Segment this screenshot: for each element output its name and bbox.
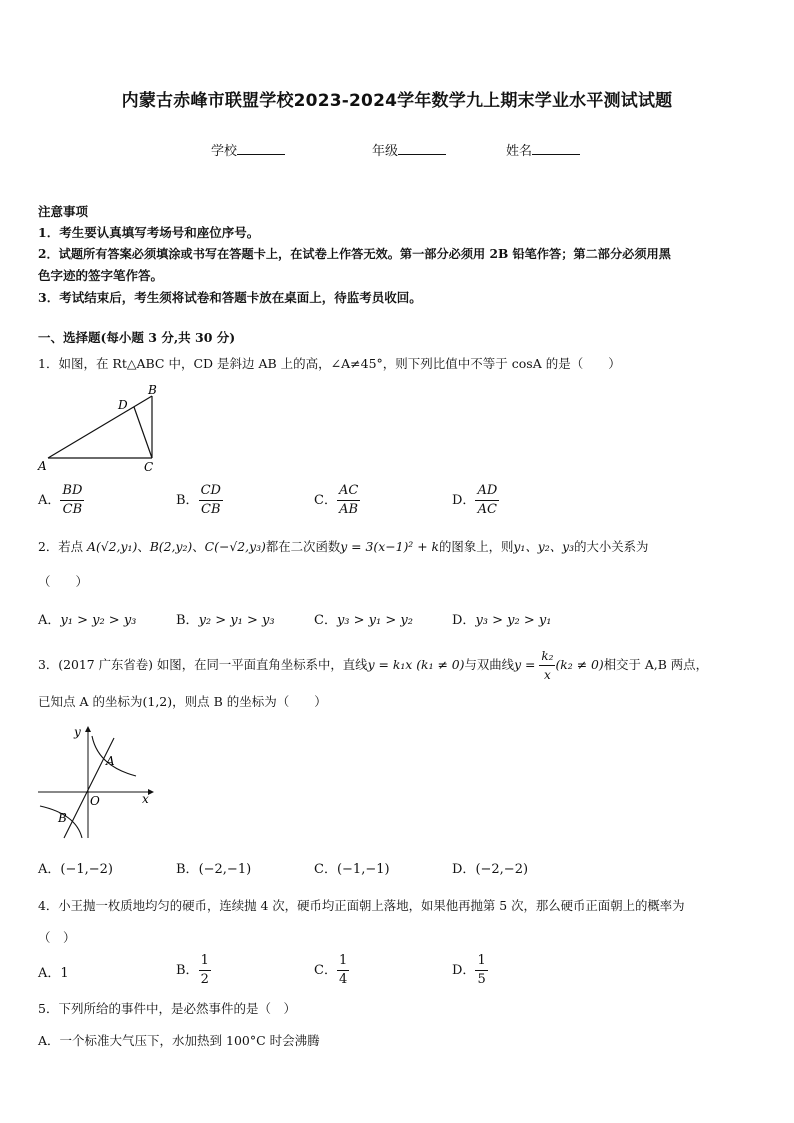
school-field	[211, 140, 285, 159]
numerator: BD	[60, 483, 84, 501]
label-origin: O	[90, 794, 100, 808]
side-ab	[48, 396, 152, 458]
q5-stem: 5．下列所给的事件中，是必然事件的是（ ）	[38, 1001, 296, 1016]
option-letter: C．	[314, 613, 337, 628]
notice-item: 3．考试结束后，考生须将试卷和答题卡放在桌面上，待监考员收回。	[38, 290, 422, 305]
q4-option-a[interactable]	[38, 962, 69, 981]
numerator: 1	[475, 953, 487, 971]
q3-text: 相交于 A,B 两点，	[603, 657, 708, 672]
option-text: y₂ > y₁ > y₃	[198, 613, 275, 628]
denominator: AB	[339, 502, 359, 517]
notice-item: 2．试题所有答案必须填涂或书写在答题卡上，在试卷上作答无效。第一部分必须用 2B 铅笔作答；第二部分必须用黑	[38, 247, 671, 261]
section-heading: 一、选择题(每小题 3 分,共 30 分)	[38, 330, 236, 345]
label-d: D	[118, 398, 128, 412]
denominator: 2	[200, 972, 209, 987]
q2-option-b[interactable]	[176, 609, 275, 628]
name-field	[506, 140, 580, 159]
q4-option-d[interactable]	[452, 953, 488, 988]
label-x: x	[142, 792, 149, 806]
q1-option-c[interactable]	[314, 483, 360, 518]
q2-option-a[interactable]	[38, 609, 136, 628]
hyperbola-fraction	[539, 648, 555, 683]
q3-text: 3．(2017 广东省卷) 如图，在同一平面直角坐标系中，直线	[38, 657, 368, 672]
school-blank	[237, 142, 285, 155]
fraction	[199, 483, 223, 518]
option-letter: C．	[314, 963, 337, 978]
q3-graph-figure	[36, 720, 156, 842]
option-letter: D．	[452, 613, 476, 628]
page-title: 内蒙古赤峰市联盟学校2023-2024学年数学九上期末学业水平测试试题	[121, 91, 673, 111]
denominator: AC	[477, 502, 498, 517]
grade-label: 年级	[372, 144, 399, 159]
q3-text: 与双曲线	[464, 657, 515, 672]
hyperbola-condition: (k₂ ≠ 0)	[555, 657, 604, 672]
grade-field	[372, 140, 446, 159]
q1-triangle-figure	[36, 382, 166, 474]
separator: 、	[137, 539, 150, 554]
numerator: 1	[199, 953, 211, 971]
numerator: AD	[475, 483, 499, 501]
q3-option-d[interactable]	[452, 858, 528, 877]
notice-item: 色字迹的签字笔作答。	[38, 268, 164, 283]
option-letter: D．	[452, 862, 476, 877]
label-point-a: A	[106, 754, 115, 768]
name-blank	[532, 142, 580, 155]
option-letter: A．	[38, 493, 61, 508]
q5-option-a[interactable]: A．一个标准大气压下，水加热到 100°C 时会沸腾	[38, 1033, 320, 1048]
denominator: 5	[477, 972, 486, 987]
option-letter: A．	[38, 613, 61, 628]
option-text: (−1,−2)	[60, 862, 113, 877]
name-label: 姓名	[506, 144, 533, 159]
option-letter: C．	[314, 862, 337, 877]
option-letter: A．	[38, 862, 61, 877]
fraction	[475, 483, 499, 518]
fraction	[475, 953, 487, 988]
variables: y₁、y₂、y₃	[513, 539, 575, 554]
school-label: 学校	[211, 144, 238, 159]
q3-option-c[interactable]	[314, 858, 390, 877]
notice-item: 1．考生要认真填写考场号和座位序号。	[38, 225, 260, 240]
option-letter: D．	[452, 963, 476, 978]
q3-text: 已知点 A 的坐标为	[38, 694, 143, 709]
option-text: 1	[60, 966, 69, 981]
option-letter: B．	[176, 963, 199, 978]
denominator: x	[544, 668, 551, 682]
q2-text: 的大小关系为	[574, 539, 649, 554]
numerator: AC	[337, 483, 360, 501]
numerator: 1	[337, 953, 349, 971]
q2-option-d[interactable]	[452, 609, 551, 628]
grade-blank	[398, 142, 446, 155]
fraction	[60, 483, 84, 518]
q2-text: 都在二次函数	[265, 539, 341, 554]
q3-text: ，则点 B 的坐标为（ ）	[172, 694, 327, 709]
hyperbola-lhs: y =	[514, 657, 536, 672]
point-b: B(2,y₂)	[149, 539, 193, 554]
option-letter: C．	[314, 493, 337, 508]
option-text: y₃ > y₂ > y₁	[475, 613, 552, 628]
q3-option-a[interactable]	[38, 858, 113, 877]
notice-heading: 注意事项	[38, 204, 89, 219]
y-axis-arrow	[85, 726, 91, 732]
q3-stem-line2	[38, 692, 327, 710]
fraction	[337, 953, 349, 988]
option-text: (−1,−1)	[336, 862, 390, 877]
label-c: C	[144, 460, 154, 474]
q1-option-b[interactable]	[176, 483, 223, 518]
q1-option-a[interactable]	[38, 483, 84, 518]
line-graph	[64, 738, 114, 838]
option-letter: B．	[176, 493, 199, 508]
fraction	[199, 953, 211, 988]
q4-option-b[interactable]	[176, 953, 211, 988]
point-a: A(√2,y₁)	[87, 539, 138, 554]
option-text: (−2,−2)	[475, 862, 529, 877]
q2-text: 的图象上，则	[439, 539, 514, 554]
q1-option-d[interactable]	[452, 483, 499, 518]
numerator: CD	[199, 483, 223, 501]
option-text: y₃ > y₁ > y₂	[336, 613, 413, 628]
option-letter: A．	[38, 966, 61, 981]
label-point-b: B	[58, 811, 67, 825]
q4-stem: 4．小王抛一枚质地均匀的硬币，连续抛 4 次，硬币均正面朝上落地，如果他再抛第 5 次，那么硬币正面朝上的概率为	[38, 898, 685, 913]
x-axis-arrow	[148, 789, 154, 795]
option-text: (−2,−1)	[198, 862, 252, 877]
q2-paren: （ ）	[38, 574, 89, 589]
option-letter: B．	[176, 613, 199, 628]
numerator: k₂	[539, 648, 555, 666]
label-b: B	[148, 383, 157, 397]
q3-stem-line1	[38, 648, 708, 683]
q4-option-c[interactable]	[314, 953, 349, 988]
option-letter: D．	[452, 493, 476, 508]
denominator: CB	[62, 502, 83, 517]
q1-stem: 1．如图，在 Rt△ABC 中，CD 是斜边 AB 上的高，∠A≠45°，则下列比值中不等于 cosA 的是（ ）	[38, 356, 621, 371]
altitude-cd	[134, 407, 152, 458]
q4-paren: （ ）	[38, 930, 76, 945]
q2-text: 2．若点	[38, 539, 87, 554]
denominator: CB	[201, 502, 221, 517]
option-letter: B．	[176, 862, 199, 877]
label-y: y	[74, 725, 81, 739]
separator: 、	[192, 539, 205, 554]
denominator: 4	[338, 972, 348, 987]
point-c: C(−√2,y₃)	[204, 539, 266, 554]
q2-option-c[interactable]	[314, 609, 413, 628]
option-text: y₁ > y₂ > y₃	[60, 613, 137, 628]
fraction	[337, 483, 360, 518]
q2-stem	[38, 537, 648, 555]
coordinate-a: (1,2)	[142, 694, 173, 709]
q3-option-b[interactable]	[176, 858, 251, 877]
quadratic-function: y = 3(x−1)² + k	[340, 539, 440, 554]
label-a: A	[38, 459, 47, 473]
linear-function: y = k₁x (k₁ ≠ 0)	[367, 657, 465, 672]
